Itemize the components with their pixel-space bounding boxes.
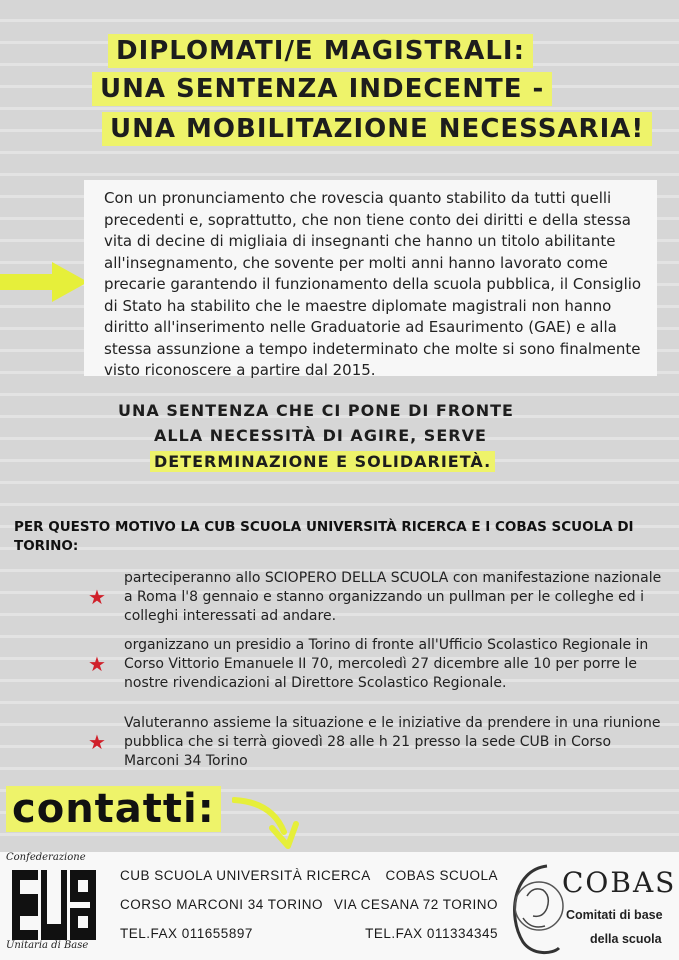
cub-phone: TEL.FAX 011655897 xyxy=(120,926,253,941)
cub-name: CUB SCUOLA UNIVERSITÀ RICERCA xyxy=(120,868,371,883)
cub-unitaria: Unitaria di Base xyxy=(6,940,89,951)
title-line-1: DIPLOMATI/E MAGISTRALI: xyxy=(108,34,533,68)
star-icon: ★ xyxy=(88,585,106,609)
slogan-line-1: UNA SENTENZA CHE CI PONE DI FRONTE xyxy=(118,401,514,420)
star-icon: ★ xyxy=(88,730,106,754)
arrow-down-curve-icon xyxy=(232,796,312,852)
arrow-right-icon xyxy=(0,258,90,306)
cobas-logo-subtitle-2: della scuola xyxy=(590,932,662,946)
list-item: parteciperanno allo SCIOPERO DELLA SCUOLA con manifestazione nazionale a Roma l'8 gennaio e stanno organizzando un pullman per le colleghe ed i colleghi interessati ad andare. xyxy=(124,570,662,624)
cub-address: CORSO MARCONI 34 TORINO xyxy=(120,897,324,912)
title-line-3: UNA MOBILITAZIONE NECESSARIA! xyxy=(102,112,652,146)
cobas-phone: TEL.FAX 011334345 xyxy=(365,926,498,941)
star-icon: ★ xyxy=(88,652,106,676)
contacts-title: contatti: xyxy=(6,786,221,832)
cobas-logo-subtitle-1: Comitati di base xyxy=(566,908,663,922)
contacts-footer xyxy=(0,852,679,960)
slogan-line-3: DETERMINAZIONE E SOLIDARIETÀ. xyxy=(150,451,495,472)
list-item: organizzano un presidio a Torino di fronte all'Ufficio Scolastico Regionale in Corso Vittorio Emanuele II 70, mercoledì 27 dicembre alle 10 per porre le nostre rivendicazioni al Direttore Scolastico Regionale. xyxy=(124,637,649,691)
intro-paragraph: Con un pronunciamento che rovescia quanto stabilito da tutti quelli precedenti e, soprattutto, che non tiene conto dei diritti e della stessa vita di decine di migliaia di insegnanti che hanno un titolo abilitante all'insegnamento, che sovente per molti anni hanno lavorato come precarie garantendo il funzionamento della scuola pubblica, il Consiglio di Stato ha stabilito che le maestre diplomate magistrali non hanno diritto all'inserimento nelle Graduatorie ad Esaurimento (GAE) e alla stessa assunzione a tempo indeterminato che molte si sono finalmente visto riconoscere a partire dal 2015. xyxy=(84,180,657,376)
cobas-logo-word: COBAS xyxy=(562,866,677,899)
cub-confederazione: Confederazione xyxy=(6,852,86,863)
list-item: Valuteranno assieme la situazione e le iniziative da prendere in una riunione pubblica che si terrà giovedì 28 alle h 21 presso la sede CUB in Corso Marconi 34 Torino xyxy=(124,715,661,769)
cobas-name: COBAS SCUOLA xyxy=(385,868,498,883)
motivo-heading: PER QUESTO MOTIVO LA CUB SCUOLA UNIVERSITÀ RICERCA E I COBAS SCUOLA DI TORINO: xyxy=(14,519,634,554)
slogan-line-2: ALLA NECESSITÀ DI AGIRE, SERVE xyxy=(154,426,487,445)
cobas-address: VIA CESANA 72 TORINO xyxy=(333,897,498,912)
title-line-2: UNA SENTENZA INDECENTE - xyxy=(92,72,552,106)
